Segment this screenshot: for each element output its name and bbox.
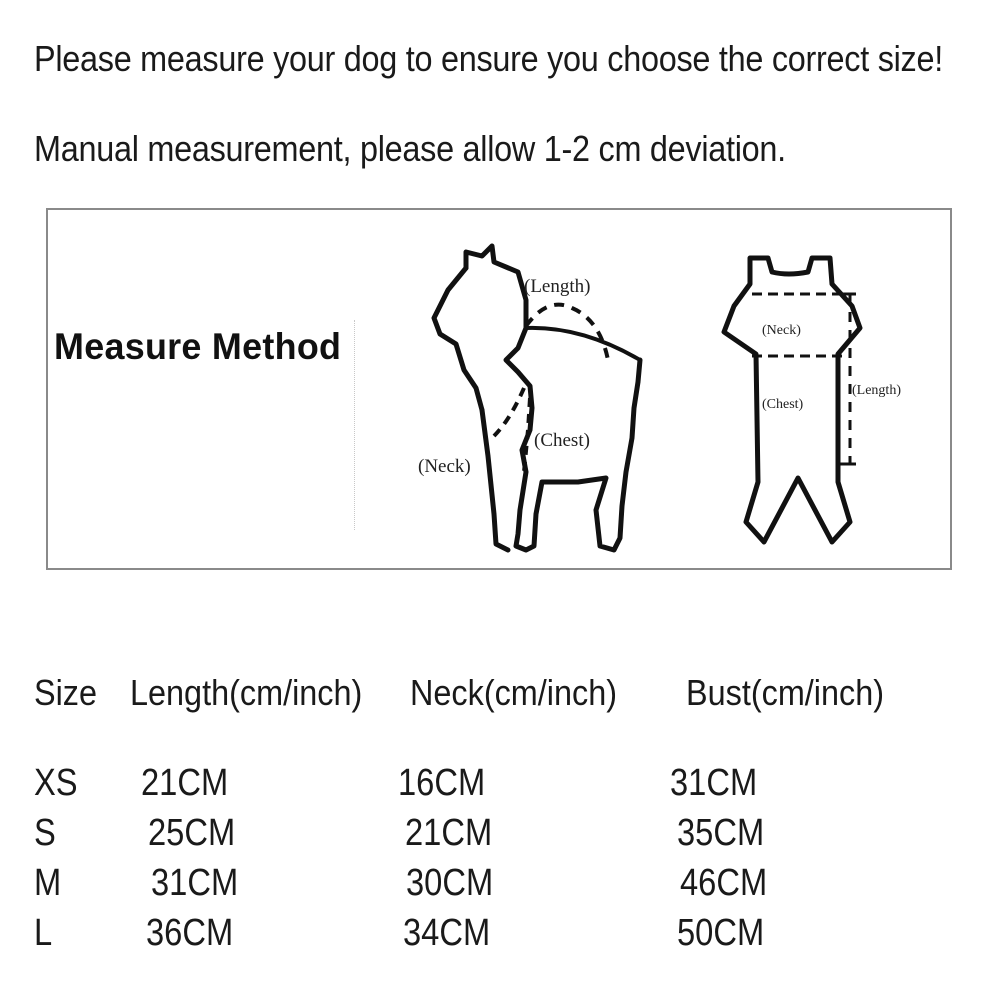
row-s-length: 25CM xyxy=(148,812,236,854)
row-s-size: S xyxy=(34,812,56,854)
intro-line-2: Manual measurement, please allow 1-2 cm deviation. xyxy=(34,128,786,169)
row-m-size: M xyxy=(34,862,62,904)
measure-method-title: Measure Method xyxy=(54,326,342,367)
row-xs-bust: 31CM xyxy=(670,762,758,804)
dog-back-line xyxy=(526,328,640,360)
measure-method-panel xyxy=(46,208,952,570)
header-bust: Bust(cm/inch) xyxy=(686,672,885,713)
header-neck: Neck(cm/inch) xyxy=(410,672,618,713)
neck-line xyxy=(494,388,524,436)
dog-label-length: (Length) xyxy=(524,276,591,297)
row-s-bust: 35CM xyxy=(677,812,765,854)
garment-label-length: (Length) xyxy=(852,383,901,398)
row-m-neck: 30CM xyxy=(406,862,494,904)
measurement-diagram xyxy=(48,210,954,572)
row-xs-size: XS xyxy=(34,762,78,804)
garment-label-neck: (Neck) xyxy=(762,323,801,338)
row-l-neck: 34CM xyxy=(403,912,491,954)
garment-label-chest: (Chest) xyxy=(762,397,804,412)
row-xs-length: 21CM xyxy=(141,762,229,804)
header-length: Length(cm/inch) xyxy=(130,672,363,713)
dog-label-chest: (Chest) xyxy=(534,430,590,451)
row-l-size: L xyxy=(34,912,53,954)
row-l-length: 36CM xyxy=(146,912,234,954)
intro-line-1: Please measure your dog to ensure you choose the correct size! xyxy=(34,38,943,79)
header-size: Size xyxy=(34,672,98,713)
row-l-bust: 50CM xyxy=(677,912,765,954)
dog-label-neck: (Neck) xyxy=(418,456,471,477)
row-xs-neck: 16CM xyxy=(398,762,486,804)
row-m-bust: 46CM xyxy=(680,862,768,904)
row-m-length: 31CM xyxy=(151,862,239,904)
row-s-neck: 21CM xyxy=(405,812,493,854)
